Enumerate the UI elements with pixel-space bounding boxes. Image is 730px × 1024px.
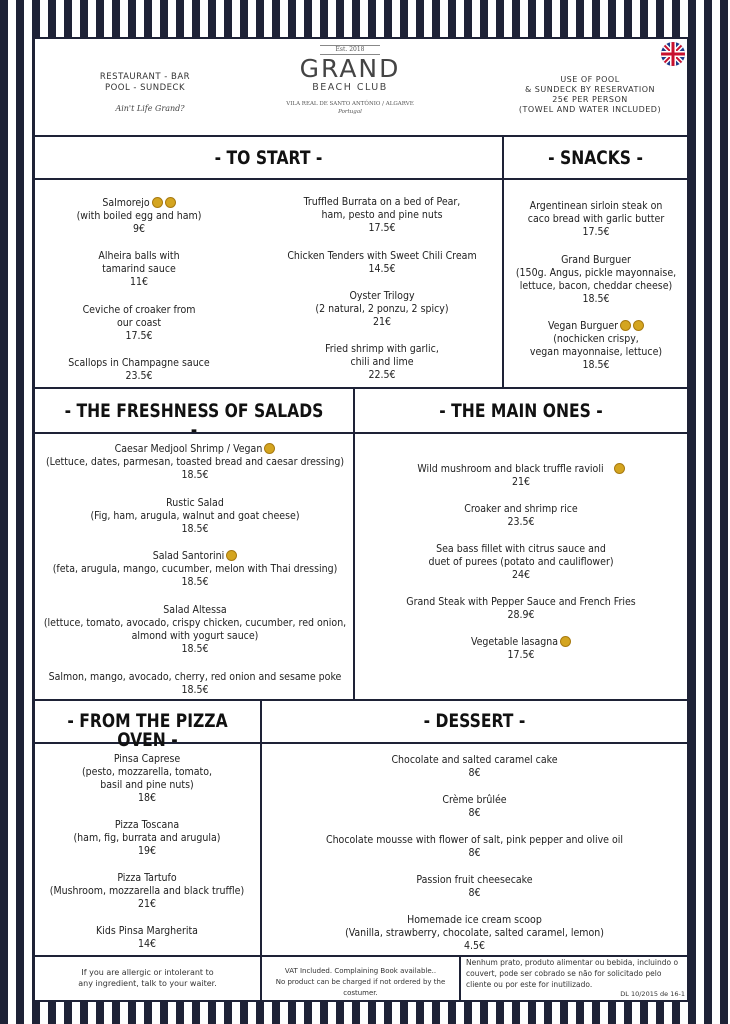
section-title-main: - THE MAIN ONES - <box>439 400 603 422</box>
item-price: 17.5€ <box>368 222 396 234</box>
item-desc: (nochicken crispy, <box>553 333 639 345</box>
item-name: Grand Burguer <box>561 254 631 266</box>
item-desc: (lettuce, tomato, avocado, crispy chicken, cucumber, red onion, <box>43 617 347 629</box>
menu-item-rustic-salad <box>39 497 351 536</box>
item-price: 8€ <box>468 807 481 819</box>
divider <box>35 699 687 701</box>
item-name: Grand Steak with Pepper Sauce and French Fries <box>406 596 636 608</box>
menu-item-pizza-tartufo <box>37 872 257 911</box>
menu-item-chocolate-cake <box>264 754 685 780</box>
divider <box>35 387 687 389</box>
item-price: 17.5€ <box>507 649 535 661</box>
item-name: Fried shrimp with garlic, <box>325 343 439 355</box>
gluten-badge-icon <box>165 197 176 208</box>
item-name: Passion fruit cheesecake <box>416 874 533 886</box>
footer-allergy-note <box>40 967 255 989</box>
item-name: Salmon, mango, avocado, cherry, red onion and sesame poke <box>48 671 342 683</box>
menu-item-croaker-rice <box>357 503 685 529</box>
item-price: 17.5€ <box>125 330 153 342</box>
item-price: 8€ <box>468 767 481 779</box>
item-name: Truffled Burrata on a bed of Pear, <box>303 196 461 208</box>
item-price: 23.5€ <box>125 370 153 382</box>
footer-pt-line3: cliente ou por este for inutilizado. <box>466 980 593 989</box>
logo-block <box>275 45 425 117</box>
item-price: 18.5€ <box>181 643 209 655</box>
item-name: Chicken Tenders with Sweet Chili Cream <box>287 250 477 262</box>
menu-item-ceviche <box>49 304 229 343</box>
item-price: 21€ <box>372 316 392 328</box>
item-desc2: basil and pine nuts) <box>100 779 194 791</box>
item-desc: our coast <box>116 317 162 329</box>
item-price: 23.5€ <box>507 516 535 528</box>
menu-card <box>33 37 689 1002</box>
menu-item-poke <box>39 671 351 697</box>
menu-item-altessa <box>39 604 351 656</box>
vegetarian-badge-icon <box>620 320 631 331</box>
section-title-snacks: - SNACKS - <box>548 147 643 169</box>
item-name: Homemade ice cream scoop <box>407 914 542 926</box>
menu-item-burrata <box>272 196 492 235</box>
item-name: Chocolate mousse with flower of salt, pink pepper and olive oil <box>325 834 624 846</box>
menu-item-creme-brulee <box>264 794 685 820</box>
item-name: Vegan Burguer <box>547 320 619 332</box>
item-desc: (2 natural, 2 ponzu, 2 spicy) <box>315 303 449 315</box>
divider <box>35 178 687 180</box>
item-desc2: lettuce, bacon, cheddar cheese) <box>519 280 673 292</box>
header-right-info <box>510 75 670 115</box>
item-desc2: almond with yogurt sauce) <box>131 630 259 642</box>
menu-item-sirloin <box>507 200 685 239</box>
item-name: Wild mushroom and black truffle ravioli <box>417 463 604 475</box>
item-price: 18.5€ <box>181 576 209 588</box>
footer-pt-line2: couvert, pode ser cobrado se não for solicitado pelo <box>466 969 662 978</box>
item-price: 28.9€ <box>507 609 535 621</box>
item-desc: (Fig, ham, arugula, walnut and goat cheese) <box>90 510 300 522</box>
section-title-pizza: - FROM THE PIZZA OVEN - <box>67 710 228 751</box>
divider <box>459 955 461 1002</box>
logo-main: GRAND <box>299 54 401 83</box>
footer-portuguese-note <box>466 957 684 990</box>
vegetarian-badge-icon <box>560 636 571 647</box>
item-price: 14€ <box>137 938 157 950</box>
item-price: 19€ <box>137 845 157 857</box>
footer-pt-line1: Nenhum prato, produto alimentar ou bebida, incluindo o <box>466 958 679 967</box>
item-name: Pizza Toscana <box>114 819 180 831</box>
item-price: 18.5€ <box>181 684 209 696</box>
item-desc: (pesto, mozzarella, tomato, <box>81 766 213 778</box>
divider <box>353 387 355 701</box>
item-name: Argentinean sirloin steak on <box>529 200 663 212</box>
footer-dl: DL 10/2015 de 16-1 <box>620 990 685 998</box>
item-name: Oyster Trilogy <box>349 290 415 302</box>
menu-item-pizza-toscana <box>37 819 257 858</box>
section-title-salads: - THE FRESHNESS OF SALADS - <box>64 400 324 441</box>
footer-allergy-line2: any ingredient, talk to your waiter. <box>78 979 217 988</box>
footer-vat-line1: VAT Included. Complaining Book available.. <box>284 967 437 975</box>
header-right-line3: 25€ PER PERSON <box>552 95 628 104</box>
item-desc: (ham, fig, burrata and arugula) <box>73 832 221 844</box>
item-name: Sea bass fillet with citrus sauce and <box>436 543 606 555</box>
item-price: 11€ <box>129 276 149 288</box>
item-desc: ham, pesto and pine nuts <box>321 209 443 221</box>
logo-sub: BEACH CLUB <box>312 82 388 93</box>
item-desc: (Vanilla, strawberry, chocolate, salted caramel, lemon) <box>345 927 604 939</box>
menu-item-fried-shrimp <box>272 343 492 382</box>
header-right-line1: USE OF POOL <box>560 75 620 84</box>
vegetarian-badge-icon <box>264 443 275 454</box>
item-price: 14.5€ <box>368 263 396 275</box>
menu-item-chicken-tenders <box>272 250 492 276</box>
header-signature: Ain't Life Grand? <box>115 104 185 113</box>
item-desc: chili and lime <box>350 356 414 368</box>
menu-item-caesar <box>39 443 351 482</box>
item-name: Salad Santorini <box>152 550 225 562</box>
item-desc: tamarind sauce <box>102 263 176 275</box>
item-price: 18.5€ <box>582 293 610 305</box>
menu-item-kids-pinsa <box>37 925 257 951</box>
footer-allergy-line1: If you are allergic or intolerant to <box>81 968 214 977</box>
menu-item-oyster-trilogy <box>272 290 492 329</box>
menu-item-grand-steak <box>357 596 685 622</box>
footer-vat-line2: No product can be charged if not ordered by the costumer. <box>275 978 446 997</box>
menu-item-scallops <box>49 357 229 383</box>
item-desc: (Mushroom, mozzarella and black truffle) <box>49 885 245 897</box>
menu-item-sea-bass <box>357 543 685 582</box>
item-name: Scallops in Champagne sauce <box>68 357 210 369</box>
logo-country: Portugal <box>338 109 362 115</box>
item-desc: (150g. Angus, pickle mayonnaise, <box>515 267 677 279</box>
item-price: 8€ <box>468 847 481 859</box>
item-name: Pizza Tartufo <box>117 872 177 884</box>
item-name: Alheira balls with <box>98 250 180 262</box>
menu-item-vegan-burguer <box>507 320 685 372</box>
item-price: 4.5€ <box>463 940 486 952</box>
item-price: 18€ <box>137 792 157 804</box>
section-title-dessert: - DESSERT - <box>423 710 526 732</box>
menu-item-chocolate-mousse <box>264 834 685 860</box>
divider <box>260 699 262 955</box>
divider <box>502 135 504 387</box>
item-desc2: vegan mayonnaise, lettuce) <box>529 346 663 358</box>
item-price: 18.5€ <box>181 469 209 481</box>
menu-item-cheesecake <box>264 874 685 900</box>
item-price: 18.5€ <box>181 523 209 535</box>
item-name: Salmorejo <box>102 197 150 209</box>
divider <box>260 955 262 1002</box>
menu-item-ravioli <box>357 463 685 489</box>
item-price: 18.5€ <box>582 359 610 371</box>
uk-flag-icon[interactable] <box>661 42 685 66</box>
item-desc: caco bread with garlic butter <box>527 213 665 225</box>
item-price: 21€ <box>511 476 531 488</box>
header-left-info <box>80 72 210 94</box>
vegetarian-badge-icon <box>152 197 163 208</box>
item-price: 17.5€ <box>582 226 610 238</box>
item-price: 21€ <box>137 898 157 910</box>
item-name: Vegetable lasagna <box>470 636 559 648</box>
vegetarian-badge-icon <box>226 550 237 561</box>
item-name: Chocolate and salted caramel cake <box>391 754 558 766</box>
header-left-line1: RESTAURANT - BAR <box>99 72 191 82</box>
menu-item-salmorejo <box>49 197 229 236</box>
item-name: Caesar Medjool Shrimp / Vegan <box>114 443 263 455</box>
item-desc: (feta, arugula, mango, cucumber, melon with Thai dressing) <box>52 563 338 575</box>
section-title-to-start: - TO START - <box>214 147 323 169</box>
item-price: 22.5€ <box>368 369 396 381</box>
item-name: Pinsa Caprese <box>113 753 181 765</box>
item-name: Ceviche of croaker from <box>82 304 196 316</box>
menu-item-alheira <box>49 250 229 289</box>
divider <box>35 135 687 137</box>
header-right-line2: & SUNDECK BY RESERVATION <box>525 85 655 94</box>
item-name: Kids Pinsa Margherita <box>96 925 198 937</box>
item-name: Salad Altessa <box>163 604 227 616</box>
item-price: 9€ <box>132 223 146 235</box>
logo-est: Est. 2018 <box>320 45 380 55</box>
vegan-badge-icon <box>633 320 644 331</box>
logo-location: VILA REAL DE SANTO ANTÓNIO / ALGARVE <box>286 101 414 107</box>
item-desc: duet of purees (potato and cauliflower) <box>428 556 614 568</box>
item-name: Rustic Salad <box>166 497 224 509</box>
item-desc: (Lettuce, dates, parmesan, toasted bread and caesar dressing) <box>45 456 345 468</box>
menu-item-ice-cream <box>264 914 685 953</box>
menu-item-pinsa-caprese <box>37 753 257 805</box>
item-desc: (with boiled egg and ham) <box>76 210 202 222</box>
header-right-line4: (TOWEL AND WATER INCLUDED) <box>518 105 662 114</box>
menu-item-grand-burguer <box>507 254 685 306</box>
item-name: Croaker and shrimp rice <box>464 503 578 515</box>
item-price: 8€ <box>468 887 481 899</box>
footer-vat-note <box>264 966 457 999</box>
menu-item-santorini <box>39 550 351 589</box>
item-price: 24€ <box>511 569 531 581</box>
item-name: Crème brûlée <box>442 794 507 806</box>
header-left-line2: POOL - SUNDECK <box>104 83 186 93</box>
vegetarian-badge-icon <box>614 463 625 474</box>
menu-item-lasagna <box>357 636 685 662</box>
